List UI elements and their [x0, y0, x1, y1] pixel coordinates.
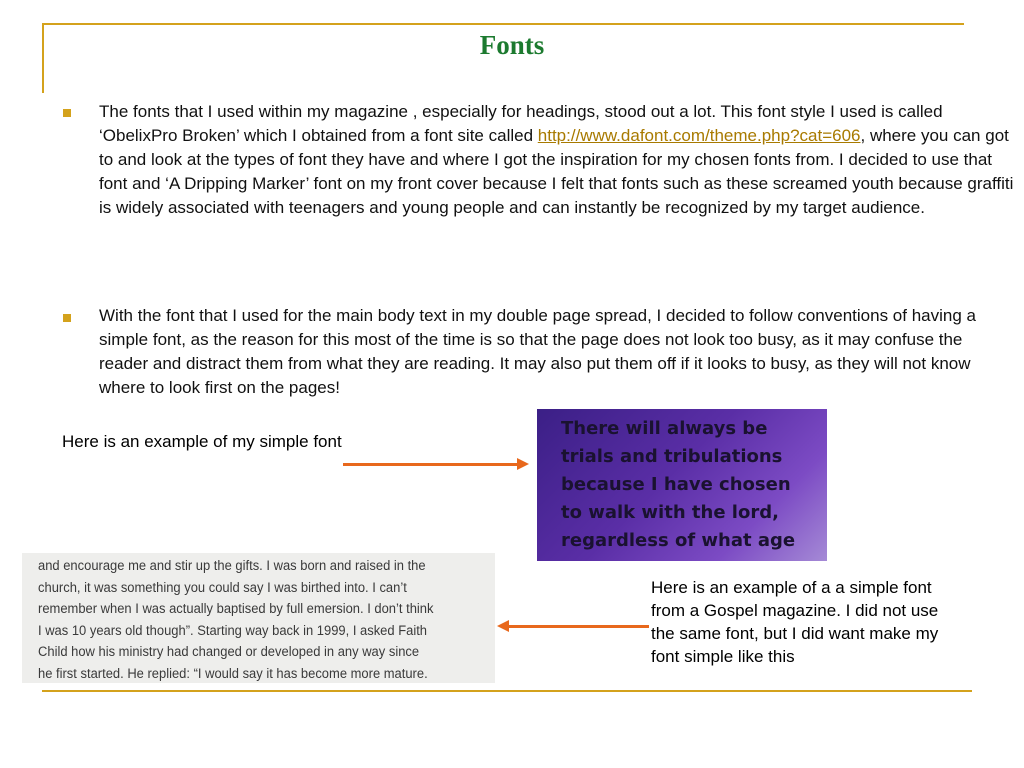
scan-line: he first started. He replied: “I would say it has become more mature.: [38, 665, 428, 681]
font-sample-image: [537, 409, 827, 561]
bottom-border: [42, 690, 972, 692]
arrow-to-scan-line: [507, 625, 649, 628]
scan-line: remember when I was actually baptised by full emersion. I don’t think: [38, 601, 434, 616]
font-sample-line: regardless of what age: [561, 530, 796, 551]
slide-title: Fonts: [479, 30, 545, 60]
font-sample-line: trials and tribulations: [561, 446, 783, 467]
font-sample-line: to walk with the lord,: [561, 502, 779, 523]
scan-line: I was 10 years old though”. Starting way back in 1999, I asked Faith: [38, 622, 428, 638]
simple-font-caption: Here is an example of my simple font: [62, 432, 342, 451]
bullet-marker-2: [63, 314, 71, 322]
scan-line: Child how his ministry had changed or developed in any way since: [38, 644, 420, 659]
bullet-paragraph-2: With the font that I used for the main body text in my double page spread, I decided to follow conventions of having a simple font, as the reason for this most of the time is so that the page does not look too busy, as it may confuse the reader and distract them from what they are reading. It may also put them off if it looks to busy, as they will not know where to look first on the pages!: [99, 306, 976, 397]
gospel-magazine-caption: Here is an example of a a simple font from a Gospel magazine. I did not use the same font, but I did want make my font simple like this: [651, 578, 939, 666]
title-border-top: [42, 23, 964, 25]
font-sample-line: because I have chosen: [561, 474, 791, 495]
bullet-paragraph-1: [99, 100, 1015, 220]
bullet-1-text-end: , where you can got to and look at the types of font they have and where I got the inspiration for my chosen fonts from. I decided to use that font and ‘A Dripping Marker’ font on my front cover because I felt that fonts such as these screamed youth because graffiti is widely associated with teenagers and young people and can instantly be recognized by my target audience.: [99, 126, 1014, 217]
font-sample-line: There will always be: [561, 418, 768, 439]
arrow-to-font-sample-head: [517, 458, 529, 470]
scan-line: church, it was something you could say I was birthed into. I can’t: [38, 579, 407, 595]
bullet-marker-1: [63, 109, 71, 117]
bullet-1-text-start: The fonts that I used within my magazine , especially for headings, stood out a lot. This font style I used is called ‘ObelixPro Broken’ which I obtained from a font site called: [99, 102, 943, 145]
scan-line: and encourage me and stir up the gifts. I was born and raised in the: [38, 558, 426, 573]
magazine-scan-image: [22, 553, 495, 683]
dafont-link[interactable]: http://www.dafont.com/theme.php?cat=606: [537, 126, 861, 145]
arrow-to-font-sample-line: [343, 463, 519, 466]
